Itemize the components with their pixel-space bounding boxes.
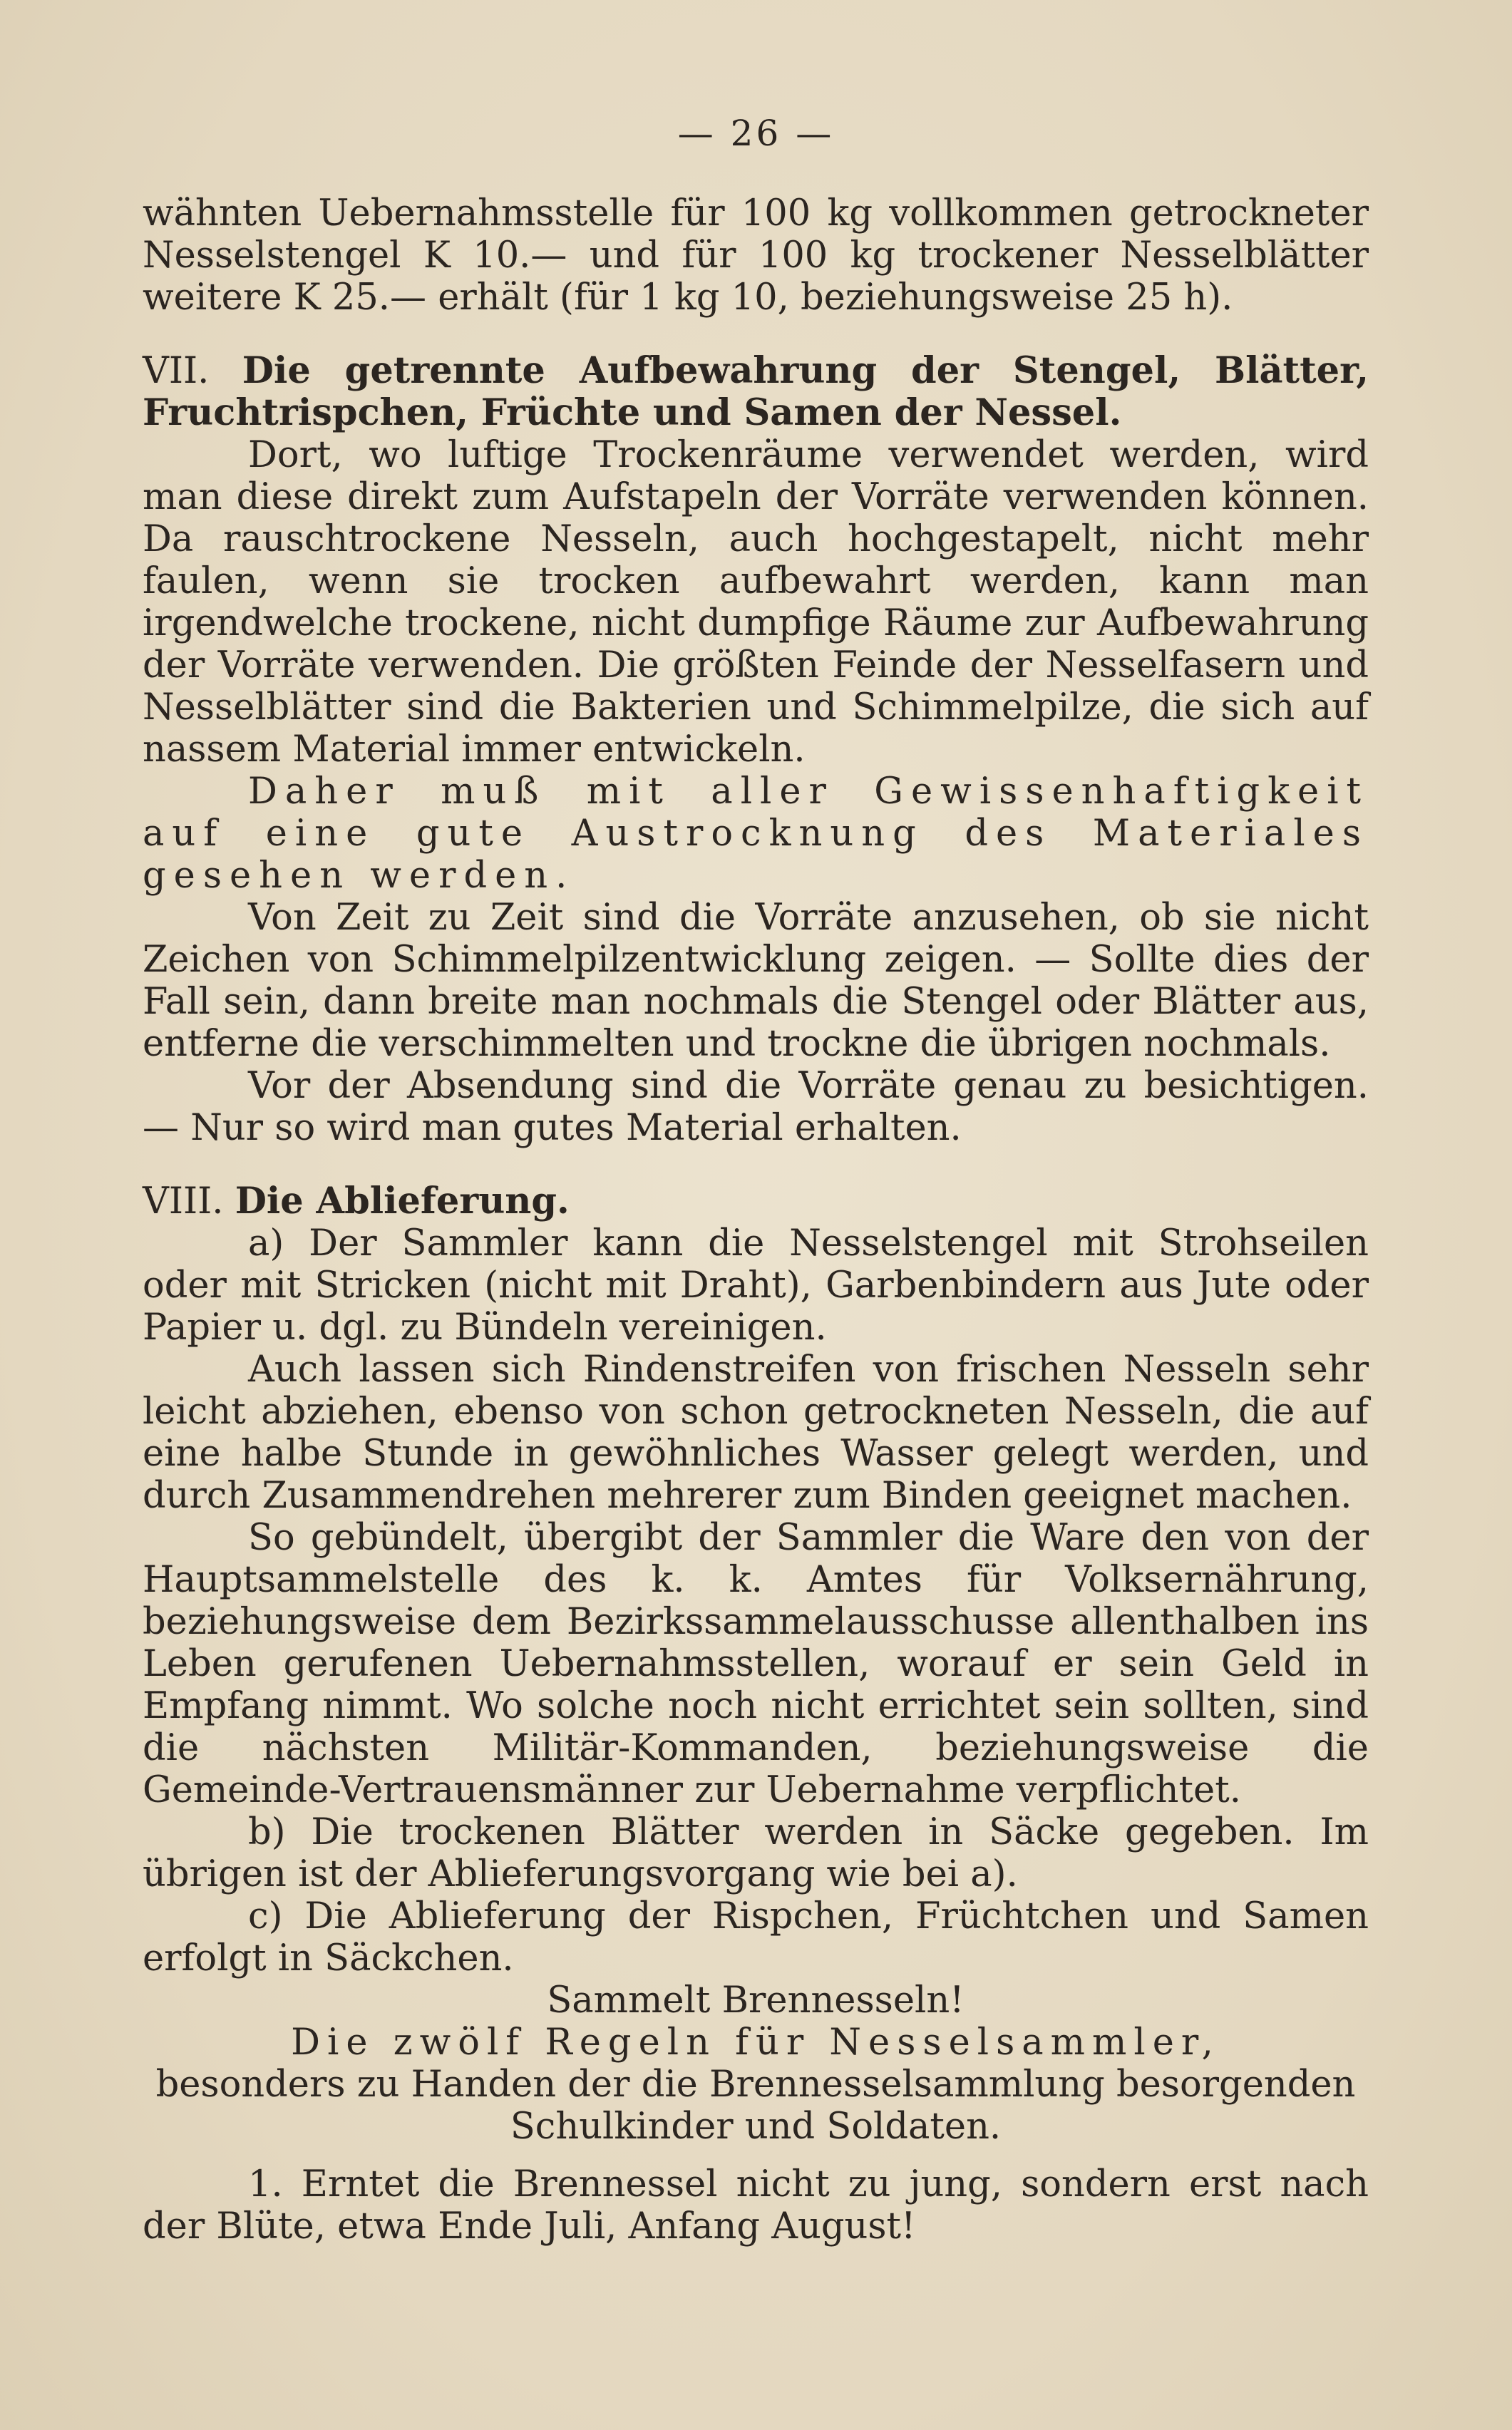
rule-item: 1. Erntet die Brennessel nicht zu jung, sondern erst nach der Blüte, etwa Ende Juli, Anfang August!	[143, 2163, 1369, 2248]
paragraph-emphasis: Daher muß mit aller Gewissenhaftigkeit auf eine gute Austrocknung des Materiales gesehen werden.	[143, 771, 1369, 897]
section-number: VII.	[143, 350, 210, 392]
intro-paragraph: wähnten Uebernahmsstelle für 100 kg vollkommen getrockneter Nesselstengel K 10.— und für 100 kg trockener Nesselblätter weitere K 25.— erhält (für 1 kg 10, beziehungsweise 25 h).	[143, 192, 1369, 319]
section-heading-viii	[143, 1180, 1369, 1222]
paragraph: So gebündelt, übergibt der Sammler die Ware den von der Hauptsammelstelle des k. k. Amtes für Volksernährung, beziehungsweise dem Bezirkssammelausschusse allenthalben ins Leben gerufenen Uebernahmsstellen, worauf er sein Geld in Empfang nimmt. Wo solche noch nicht errichtet sein sollten, sind die nächsten Militär-Kommanden, beziehungsweise die Gemeinde-Vertrauensmänner zur Uebernahme verpflichtet.	[143, 1517, 1369, 1811]
section-title: Die Ablieferung.	[235, 1180, 570, 1222]
paragraph: c) Die Ablieferung der Rispchen, Früchtchen und Samen erfolgt in Säckchen.	[143, 1895, 1369, 1979]
paragraph: b) Die trockenen Blätter werden in Säcke gegeben. Im übrigen ist der Ablieferungsvorgang wie bei a).	[143, 1811, 1369, 1895]
paragraph: Auch lassen sich Rindenstreifen von frischen Nesseln sehr leicht abziehen, ebenso von schon getrockneten Nesseln, die auf eine halbe Stunde in gewöhnliches Wasser gelegt werden, und durch Zusammendrehen mehrerer zum Binden geeignet machen.	[143, 1349, 1369, 1517]
section-number: VIII.	[143, 1180, 224, 1222]
rules-heading: Sammelt Brennesseln!	[547, 1979, 965, 2022]
rules-audience: besonders zu Handen der die Brennesselsammlung besorgenden Schulkinder und Soldaten.	[155, 2064, 1356, 2148]
paragraph: Von Zeit zu Zeit sind die Vorräte anzusehen, ob sie nicht Zeichen von Schimmelpilzentwicklung zeigen. — Sollte dies der Fall sein, dann breite man nochmals die Stengel oder Blätter aus, entferne die verschimmelten und trockne die übrigen nochmals.	[143, 897, 1369, 1065]
paragraph: Vor der Absendung sind die Vorräte genau zu besichtigen. — Nur so wird man gutes Material erhalten.	[143, 1065, 1369, 1149]
rules-subheading: Die zwölf Regeln für Nesselsammler,	[291, 2022, 1220, 2064]
paragraph: a) Der Sammler kann die Nesselstengel mit Strohseilen oder mit Stricken (nicht mit Draht), Garbenbindern aus Jute oder Papier u. dgl. zu Bündeln vereinigen.	[143, 1222, 1369, 1349]
paragraph: Dort, wo luftige Trockenräume verwendet werden, wird man diese direkt zum Aufstapeln der Vorräte verwenden können. Da rauschtrockene Nesseln, auch hochgestapelt, nicht mehr faulen, wenn sie trocken aufbewahrt werden, kann man irgendwelche trockene, nicht dumpfige Räume zur Aufbewahrung der Vorräte verwenden. Die größten Feinde der Nesselfasern und Nesselblätter sind die Bakterien und Schimmelpilze, die sich auf nassem Material immer entwickeln.	[143, 434, 1369, 771]
page-body	[143, 192, 1369, 2248]
section-heading-vii	[143, 350, 1369, 434]
section-title: Die getrennte Aufbewahrung der Stengel, Blätter, Fruchtrispchen, Früchte und Samen der Nessel.	[143, 349, 1369, 434]
page-number: — 26 —	[677, 113, 835, 154]
